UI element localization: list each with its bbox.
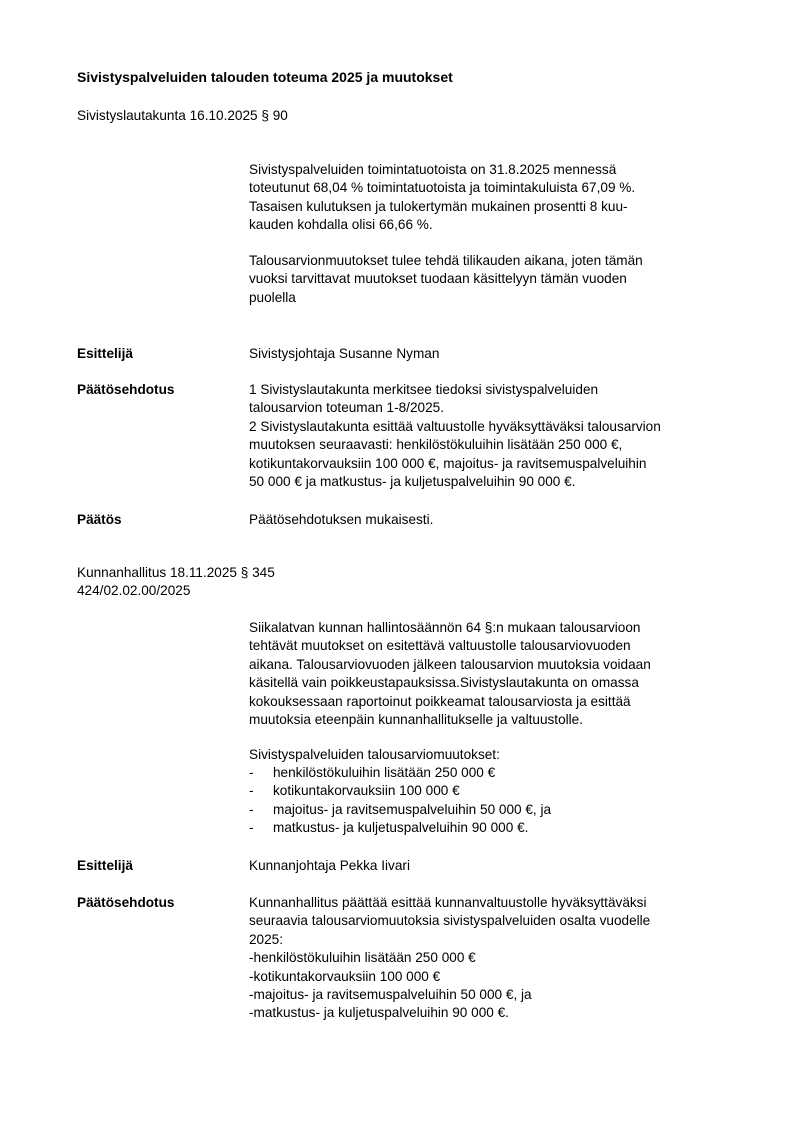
list-item [249, 764, 551, 782]
text-line: Tasaisen kulutuksen ja tulokertymän mukainen prosentti 8 kuu- [249, 198, 628, 214]
section1-proposal [249, 381, 739, 491]
text-line: 50 000 € ja matkustus- ja kuljetuspalveluihin 90 000 €. [249, 474, 576, 490]
text-line: aikana. Talousarviovuoden jälkeen talousarvion muutoksia voidaan [249, 656, 651, 672]
text-line: tehtävät muutokset on esitettävä valtuustolle talousarviovuoden [249, 638, 631, 654]
text-line: -majoitus- ja ravitsemuspalveluihin 50 000 €, ja [249, 987, 532, 1003]
text-line: Kunnanhallitus päättää esittää kunnanvaltuustolle hyväksyttäväksi [249, 895, 647, 910]
section2-presenter-label: Esittelijä [77, 858, 133, 873]
list-item [249, 782, 551, 800]
section2-proposal [249, 894, 739, 1023]
section2-paragraph-1 [249, 619, 739, 729]
text-line: Sivistysjohtaja Susanne Nyman [249, 346, 440, 361]
list-item-text: henkilöstökuluihin lisätään 250 000 € [273, 765, 496, 780]
text-line: -kotikuntakorvauksiin 100 000 € [249, 968, 441, 984]
section2-presenter [249, 857, 739, 875]
text-line: muutoksen seuraavasti: henkilöstökuluihin lisätään 250 000 €, [249, 437, 623, 453]
section2-proposal-label: Päätösehdotus [77, 895, 175, 910]
list-item-text: kotikuntakorvauksiin 100 000 € [273, 783, 460, 799]
text-line: Päätösehdotuksen mukaisesti. [249, 512, 434, 527]
dash-bullet: - [249, 820, 254, 836]
dash-bullet: - [249, 783, 254, 799]
text-line: 1 Sivistyslautakunta merkitsee tiedoksi sivistyspalveluiden [249, 382, 599, 397]
text-line: kauden kohdalla olisi 66,66 %. [249, 217, 433, 233]
section1-decision [249, 511, 739, 529]
text-line: seuraavia talousarviomuutoksia sivistyspalveluiden osalta vuodelle [249, 913, 651, 929]
list-item-text: majoitus- ja ravitsemuspalveluihin 50 000 €, ja [273, 801, 552, 817]
section2-list-title [249, 746, 739, 764]
list-item [249, 801, 551, 819]
text-line: -matkustus- ja kuljetuspalveluihin 90 000 €. [249, 1005, 509, 1021]
dash-bullet: - [249, 765, 254, 780]
text-line: kokouksessaan raportoinut poikkeamat talousarviosta ja esittää [249, 693, 631, 709]
list-item [249, 819, 551, 837]
text-line: talousarvion toteuman 1-8/2025. [249, 400, 444, 416]
list-item-text: matkustus- ja kuljetuspalveluihin 90 000 €. [273, 820, 529, 836]
section1-decision-label: Päätös [77, 512, 122, 527]
section2-header: Kunnanhallitus 18.11.2025 § 345 [77, 565, 275, 580]
section1-paragraph-1 [249, 161, 739, 235]
text-line: käsitellä vain poikkeustapauksissa.Sivistyslautakunta on omassa [249, 675, 639, 691]
document-title: Sivistyspalveluiden talouden toteuma 2025 ja muutokset [77, 69, 453, 85]
section1-paragraph-2 [249, 252, 739, 307]
section1-presenter-label: Esittelijä [77, 346, 133, 361]
text-line: vuoksi tarvittavat muutokset tuodaan käsittelyyn tämän vuoden [249, 271, 627, 287]
text-line: 2 Sivistyslautakunta esittää valtuustolle hyväksyttäväksi talousarvion [249, 418, 661, 434]
section2-reference: 424/02.02.00/2025 [77, 583, 191, 598]
text-line: muutoksia eteenpäin kunnanhallitukselle ja valtuustolle. [249, 712, 584, 728]
section1-presenter [249, 345, 739, 363]
text-line: -henkilöstökuluihin lisätään 250 000 € [249, 950, 476, 966]
section1-proposal-label: Päätösehdotus [77, 382, 175, 397]
dash-bullet: - [249, 801, 254, 817]
text-line: Sivistyspalveluiden toimintatuotoista on 31.8.2025 mennessä [249, 162, 617, 177]
text-line: Siikalatvan kunnan hallintosäännön 64 §:n mukaan talousarvioon [249, 620, 641, 635]
text-line: toteutunut 68,04 % toimintatuotoista ja toimintakuluista 67,09 %. [249, 180, 636, 196]
text-line: Sivistyspalveluiden talousarviomuutokset: [249, 747, 500, 762]
section1-header: Sivistyslautakunta 16.10.2025 § 90 [77, 108, 288, 123]
section2-change-list [249, 764, 551, 838]
text-line: kotikuntakorvauksiin 100 000 €, majoitus- ja ravitsemuspalveluihin [249, 455, 647, 471]
text-line: Talousarvionmuutokset tulee tehdä tilikauden aikana, joten tämän [249, 253, 643, 268]
text-line: 2025: [249, 931, 284, 947]
text-line: puolella [249, 289, 296, 305]
text-line: Kunnanjohtaja Pekka Iivari [249, 858, 410, 873]
